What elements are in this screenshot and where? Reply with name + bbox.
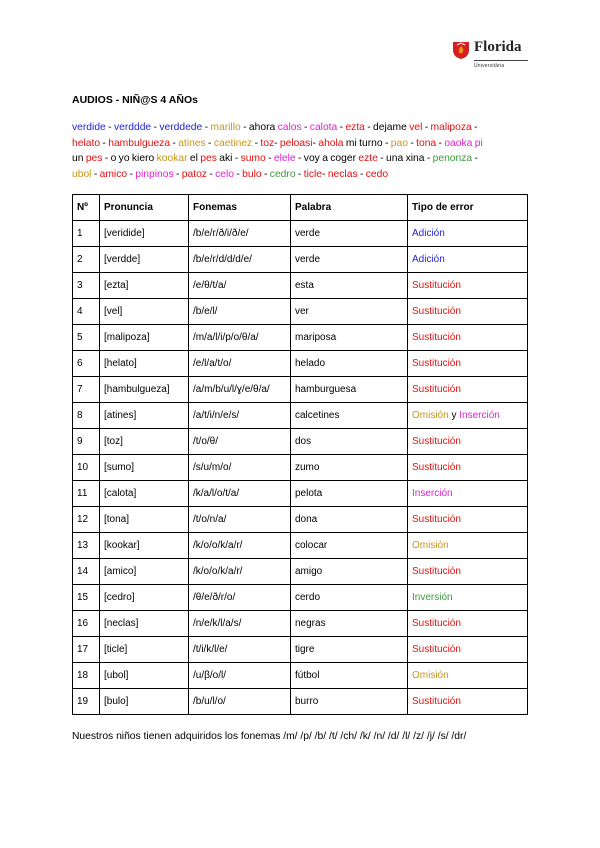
table-row — [73, 481, 528, 507]
cell-word: verde — [291, 221, 408, 247]
transcript-segment: - dejame — [364, 122, 410, 133]
cell-number: 9 — [73, 429, 100, 455]
cell-number: 18 — [73, 663, 100, 689]
transcript-segment: - — [337, 122, 346, 133]
cell-number: 10 — [73, 455, 100, 481]
cell-error-type — [408, 663, 528, 689]
cell-phonemes: /b/e/l/ — [189, 299, 291, 325]
transcript-segment: cedro — [269, 168, 296, 180]
transcript-segment: cedo — [365, 168, 389, 180]
cell-error-type — [408, 403, 528, 429]
cell-number: 3 — [73, 273, 100, 299]
cell-number: 8 — [73, 403, 100, 429]
transcript-segment: - ahora — [240, 122, 278, 133]
transcript-segment: elele — [273, 153, 296, 164]
cell-phonemes: /b/u/l/o/ — [189, 689, 291, 715]
cell-pronunciation: [tona] — [100, 507, 189, 533]
cell-pronunciation: [veridide] — [100, 221, 189, 247]
document-title: AUDIOS - NIÑ@S 4 AÑOs — [72, 94, 198, 106]
transcript-segment: un — [72, 153, 86, 164]
cell-phonemes: /θ/e/ð/r/o/ — [189, 585, 291, 611]
error-type-label: Omisión — [412, 410, 449, 421]
transcript-segment: - — [206, 168, 216, 180]
error-type-label: Adición — [412, 254, 445, 265]
transcript-segment: ahola — [318, 137, 344, 149]
transcript-segment: ezta — [345, 122, 365, 133]
cell-number: 7 — [73, 377, 100, 403]
logo-divider — [474, 60, 528, 61]
cell-pronunciation: [amico] — [100, 559, 189, 585]
transcript-segment: verddede — [159, 122, 203, 133]
cell-word: tigre — [291, 637, 408, 663]
transcript-segment: - — [173, 168, 182, 180]
florida-shield-icon — [451, 40, 471, 60]
cell-phonemes: /n/e/k/l/a/s/ — [189, 611, 291, 637]
cell-error-type — [408, 533, 528, 559]
error-type-label: Omisión — [412, 670, 449, 681]
cell-word: fútbol — [291, 663, 408, 689]
transcript-segment: tona — [416, 137, 437, 149]
table-row — [73, 429, 528, 455]
error-type-label: Inserción — [459, 410, 500, 421]
error-type-label: Adición — [412, 228, 445, 239]
transcript-segment: - — [357, 168, 366, 180]
cell-word: dos — [291, 429, 408, 455]
cell-pronunciation: [sumo] — [100, 455, 189, 481]
header-word: Palabra — [291, 195, 408, 221]
cell-phonemes: /b/e/r/ð/i/ð/e/ — [189, 221, 291, 247]
table-row — [73, 507, 528, 533]
cell-number: 11 — [73, 481, 100, 507]
table-row — [73, 533, 528, 559]
table-row — [73, 325, 528, 351]
cell-error-type — [408, 637, 528, 663]
florida-logo — [451, 38, 529, 72]
cell-pronunciation: [atines] — [100, 403, 189, 429]
transcript-segment: pes — [85, 153, 103, 164]
error-type-label: Inserción — [412, 488, 453, 499]
table-row — [73, 221, 528, 247]
cell-word: verde — [291, 247, 408, 273]
table-row — [73, 663, 528, 689]
cell-number: 1 — [73, 221, 100, 247]
error-table — [72, 194, 528, 715]
cell-word: mariposa — [291, 325, 408, 351]
transcript-segment: penonza — [432, 153, 473, 164]
error-type-label: Sustitución — [412, 618, 461, 629]
cell-pronunciation: [verdde] — [100, 247, 189, 273]
cell-error-type — [408, 325, 528, 351]
cell-error-type — [408, 377, 528, 403]
error-type-label: Sustitución — [412, 358, 461, 369]
cell-error-type — [408, 507, 528, 533]
cell-phonemes: /a/t/i/n/e/s/ — [189, 403, 291, 429]
error-type-label: Sustitución — [412, 514, 461, 525]
cell-pronunciation: [helato] — [100, 351, 189, 377]
transcript-segment: - — [436, 137, 445, 149]
table-row — [73, 559, 528, 585]
transcript-segment: - — [91, 168, 100, 180]
cell-pronunciation: [cedro] — [100, 585, 189, 611]
error-type-label: Sustitución — [412, 436, 461, 447]
table-row — [73, 273, 528, 299]
cell-phonemes: /t/o/n/a/ — [189, 507, 291, 533]
cell-error-type — [408, 455, 528, 481]
table-row — [73, 299, 528, 325]
transcript-segment: verdide — [72, 122, 106, 133]
header-number: Nº — [73, 195, 100, 221]
table-body — [73, 221, 528, 715]
transcript-segment: calota — [309, 122, 338, 133]
transcript-segment: - — [471, 122, 478, 133]
error-type-label: Sustitución — [412, 306, 461, 317]
transcript-segment: - — [234, 168, 243, 180]
cell-word: burro — [291, 689, 408, 715]
cell-phonemes: /t/o/θ/ — [189, 429, 291, 455]
transcript-segment: - — [422, 122, 431, 133]
table-row — [73, 351, 528, 377]
transcript-segment: amico — [99, 168, 128, 180]
transcript-segment: hambulgueza — [108, 137, 171, 149]
table-row — [73, 403, 528, 429]
transcript-segment: - una xina - — [377, 153, 433, 164]
cell-number: 15 — [73, 585, 100, 611]
cell-pronunciation: [bulo] — [100, 689, 189, 715]
cell-number: 14 — [73, 559, 100, 585]
error-type-label: Inversión — [412, 592, 453, 603]
cell-word: ver — [291, 299, 408, 325]
cell-phonemes: /k/o/o/k/a/r/ — [189, 533, 291, 559]
transcript-segment: ubol — [72, 168, 92, 180]
transcript-line — [72, 167, 532, 183]
error-type-label: Sustitución — [412, 462, 461, 473]
cell-number: 4 — [73, 299, 100, 325]
transcript-segment: bulo — [242, 168, 262, 180]
cell-error-type — [408, 481, 528, 507]
header-phonemes: Fonemas — [189, 195, 291, 221]
cell-number: 5 — [73, 325, 100, 351]
transcript-segment: vel — [409, 122, 423, 133]
cell-number: 12 — [73, 507, 100, 533]
cell-number: 13 — [73, 533, 100, 559]
cell-phonemes: /b/e/r/d/d/d/e/ — [189, 247, 291, 273]
cell-word: pelota — [291, 481, 408, 507]
table-row — [73, 455, 528, 481]
cell-error-type — [408, 273, 528, 299]
logo-subtitle: Universitària — [474, 63, 505, 69]
cell-pronunciation: [kookar] — [100, 533, 189, 559]
error-type-label: Sustitución — [412, 644, 461, 655]
cell-word: amigo — [291, 559, 408, 585]
cell-number: 17 — [73, 637, 100, 663]
error-type-label: y — [448, 410, 460, 421]
transcript-segment: - — [295, 168, 304, 180]
error-type-label: Omisión — [412, 540, 449, 551]
cell-word: colocar — [291, 533, 408, 559]
transcript-segment: helato — [72, 137, 101, 149]
cell-word: esta — [291, 273, 408, 299]
acquired-phonemes-note: Nuestros niños tienen adquiridos los fonemas /m/ /p/ /b/ /t/ /ch/ /k/ /n/ /d/ /l/ /z/ /j/ /s/ /dr/ — [72, 731, 467, 742]
transcript-line — [72, 120, 532, 136]
cell-pronunciation: [malipoza] — [100, 325, 189, 351]
transcript-segment: - — [265, 153, 274, 164]
cell-pronunciation: [neclas] — [100, 611, 189, 637]
cell-number: 19 — [73, 689, 100, 715]
cell-error-type — [408, 221, 528, 247]
transcript-segment: - — [301, 122, 310, 133]
cell-phonemes: /t/i/k/l/e/ — [189, 637, 291, 663]
transcript-segment: malipoza — [430, 122, 472, 133]
cell-word: negras — [291, 611, 408, 637]
cell-phonemes: /m/a/l/i/p/o/θ/a/ — [189, 325, 291, 351]
table-row — [73, 585, 528, 611]
cell-phonemes: /e/θ/t/a/ — [189, 273, 291, 299]
table-row — [73, 611, 528, 637]
cell-number: 2 — [73, 247, 100, 273]
error-type-label: Sustitución — [412, 332, 461, 343]
cell-pronunciation: [ezta] — [100, 273, 189, 299]
cell-error-type — [408, 689, 528, 715]
transcript-segment: - — [322, 168, 328, 180]
transcript-segment: - — [105, 122, 114, 133]
transcript-segment: - — [312, 137, 319, 149]
transcript-segment: pinpinos — [135, 168, 174, 180]
cell-number: 16 — [73, 611, 100, 637]
transcript-segment: - — [205, 137, 214, 149]
transcript-segment: celo — [215, 168, 235, 180]
transcript-segment: patoz — [181, 168, 207, 180]
transcript-segment: - — [127, 168, 136, 180]
cell-phonemes: /a/m/b/u/l/ɣ/e/θ/a/ — [189, 377, 291, 403]
cell-word: helado — [291, 351, 408, 377]
transcript-segment: ticle — [303, 168, 323, 180]
logo-name: Florida — [474, 39, 522, 55]
error-type-label: Sustitución — [412, 280, 461, 291]
transcript-segment: verdddе — [113, 122, 152, 133]
error-type-label: Sustitución — [412, 384, 461, 395]
cell-word: calcetines — [291, 403, 408, 429]
table-row — [73, 247, 528, 273]
transcript-segment: pao — [390, 137, 408, 149]
error-type-label: Sustitución — [412, 696, 461, 707]
cell-error-type — [408, 559, 528, 585]
cell-word: hamburguesa — [291, 377, 408, 403]
transcript-segment: - — [100, 137, 109, 149]
transcript-segment: mi turno - — [343, 137, 391, 149]
cell-error-type — [408, 247, 528, 273]
cell-pronunciation: [vel] — [100, 299, 189, 325]
transcript-segment: - — [170, 137, 179, 149]
cell-pronunciation: [ubol] — [100, 663, 189, 689]
cell-pronunciation: [ticle] — [100, 637, 189, 663]
table-row — [73, 377, 528, 403]
transcript-segment: - voy a coger — [295, 153, 359, 164]
transcript-segment: ezte — [358, 153, 378, 164]
transcript-segment: - o yo kiero — [102, 153, 157, 164]
cell-word: zumo — [291, 455, 408, 481]
cell-phonemes: /e/l/a/t/o/ — [189, 351, 291, 377]
cell-error-type — [408, 351, 528, 377]
transcript-line — [72, 151, 532, 167]
transcript-segment: - — [261, 168, 270, 180]
header-error-type: Tipo de error — [408, 195, 528, 221]
transcript-segment: oaoka pi — [444, 137, 483, 149]
header-pronunciation: Pronuncia — [100, 195, 189, 221]
cell-error-type — [408, 585, 528, 611]
cell-word: cerdo — [291, 585, 408, 611]
cell-pronunciation: [hambulgueza] — [100, 377, 189, 403]
transcript-segment: atines — [178, 137, 206, 149]
table-header-row — [73, 195, 528, 221]
transcript-segment: caetinez — [213, 137, 253, 149]
table-row — [73, 689, 528, 715]
cell-error-type — [408, 429, 528, 455]
transcript-segment: peloasi — [279, 137, 313, 149]
cell-phonemes: /u/β/o/l/ — [189, 663, 291, 689]
transcript-segment: - — [407, 137, 417, 149]
cell-word: dona — [291, 507, 408, 533]
cell-pronunciation: [toz] — [100, 429, 189, 455]
cell-error-type — [408, 299, 528, 325]
table-row — [73, 637, 528, 663]
transcript-segment: - — [472, 153, 478, 164]
transcript-segment: el — [187, 153, 201, 164]
error-type-label: Sustitución — [412, 566, 461, 577]
cell-error-type — [408, 611, 528, 637]
cell-phonemes: /k/o/o/k/a/r/ — [189, 559, 291, 585]
transcript-segment: - — [274, 137, 280, 149]
transcript-segment: aki - — [216, 153, 241, 164]
transcript-segment: pes — [200, 153, 217, 164]
audio-transcript — [72, 120, 532, 182]
transcript-segment: neclas — [327, 168, 358, 180]
transcript-line — [72, 136, 532, 152]
transcript-segment: sumo — [240, 153, 266, 164]
cell-phonemes: /s/u/m/o/ — [189, 455, 291, 481]
cell-phonemes: /k/a/l/o/t/a/ — [189, 481, 291, 507]
transcript-segment: kookar — [156, 153, 188, 164]
transcript-segment: marillo — [210, 122, 241, 133]
transcript-segment: - — [252, 137, 261, 149]
transcript-segment: calos — [277, 122, 302, 133]
transcript-segment: - — [151, 122, 160, 133]
cell-pronunciation: [calota] — [100, 481, 189, 507]
transcript-segment: toz — [260, 137, 275, 149]
cell-number: 6 — [73, 351, 100, 377]
transcript-segment: - — [202, 122, 211, 133]
